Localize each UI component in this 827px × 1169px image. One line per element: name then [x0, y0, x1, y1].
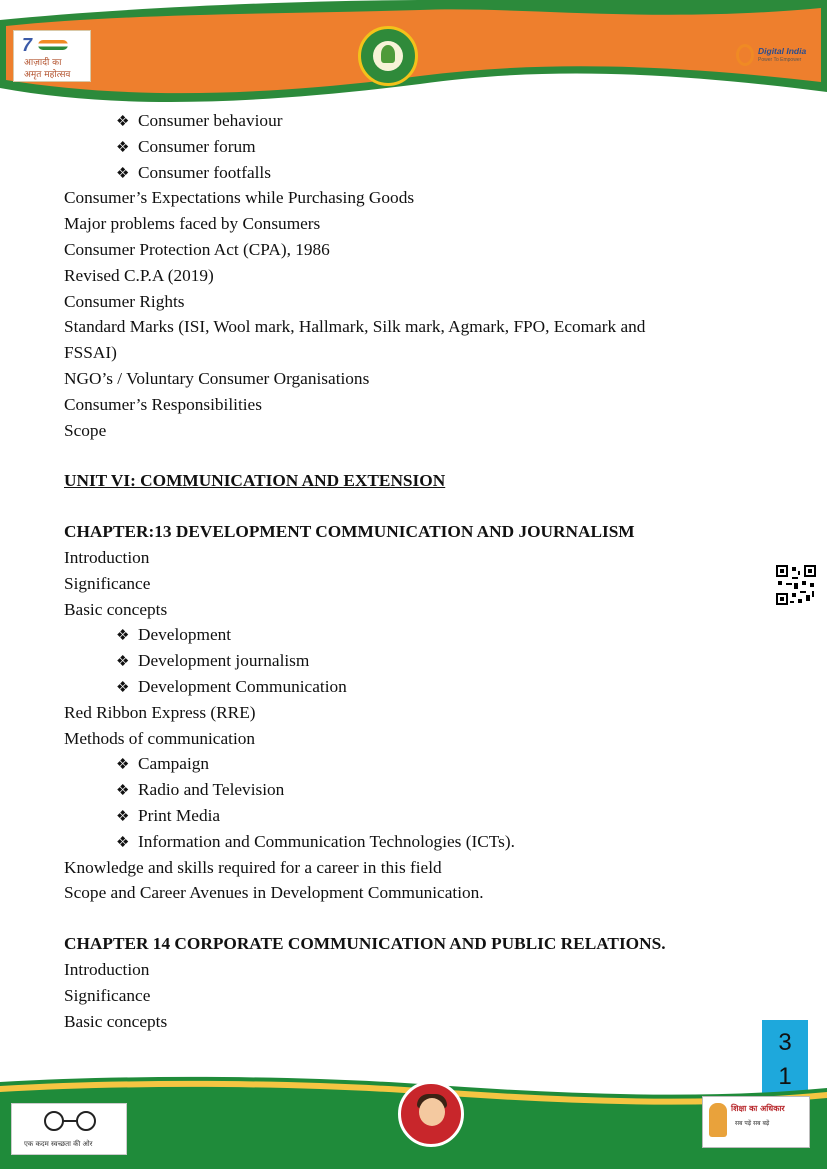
item-text: Consumer’s Expectations while Purchasing Goods — [64, 188, 415, 208]
azadi-ka-amrit-mahotsav-logo: 7 आज़ादी का अमृत महोत्सव — [13, 30, 91, 82]
topic-line — [64, 957, 764, 983]
item-text: Major problems faced by Consumers — [64, 214, 321, 234]
topic-line — [64, 418, 764, 444]
item-text: Consumer forum — [138, 136, 256, 156]
item-text: Consumer Protection Act (CPA), 1986 — [64, 239, 330, 259]
page-number-digit-1: 3 — [778, 1029, 792, 1056]
chapter-14-heading: CHAPTER 14 CORPORATE COMMUNICATION AND PUBLIC RELATIONS. — [64, 934, 666, 954]
item-text: Consumer footfalls — [138, 162, 271, 182]
topic-line — [64, 340, 764, 366]
diamond-bullet-icon: ❖ — [116, 808, 130, 825]
unit-heading: UNIT VI: COMMUNICATION AND EXTENSION — [64, 471, 446, 491]
item-text: Standard Marks (ISI, Wool mark, Hallmark, Silk mark, Agmark, FPO, Ecomark and — [64, 317, 646, 337]
glasses-icon — [38, 1110, 102, 1132]
topic-line — [64, 366, 764, 392]
item-text: Development — [138, 625, 232, 645]
item-text: Consumer Rights — [64, 291, 185, 311]
syllabus-content — [64, 108, 764, 1034]
topic-line — [64, 880, 764, 906]
bullet-item — [64, 108, 764, 134]
topic-line — [64, 392, 764, 418]
topic-line — [64, 983, 764, 1009]
item-text: Significance — [64, 573, 151, 593]
diamond-bullet-icon: ❖ — [116, 783, 130, 800]
swachh-tagline: एक कदम स्वच्छता की ओर — [24, 1140, 93, 1148]
shiksha-title: शिक्षा का अधिकार — [731, 1104, 785, 1113]
bullet-item — [64, 803, 764, 829]
topic-line — [64, 700, 764, 726]
item-text: Revised C.P.A (2019) — [64, 265, 214, 285]
topic-line — [64, 289, 764, 315]
item-text: Knowledge and skills required for a career in this field — [64, 857, 442, 877]
item-text: Red Ribbon Express (RRE) — [64, 702, 256, 722]
bullet-item — [64, 134, 764, 160]
chapter-13-heading: CHAPTER:13 DEVELOPMENT COMMUNICATION AND JOURNALISM — [64, 522, 635, 542]
qr-code — [776, 565, 816, 605]
bullet-item — [64, 777, 764, 803]
diamond-bullet-icon: ❖ — [116, 654, 130, 671]
item-text: Information and Communication Technologies (ICTs). — [138, 831, 515, 851]
scert-emblem-logo — [358, 26, 418, 86]
topic-line — [64, 571, 764, 597]
logo-left-line1: आज़ादी का — [24, 58, 62, 68]
bullet-item — [64, 829, 764, 855]
item-text: Consumer’s Responsibilities — [64, 394, 262, 414]
beti-bachao-beti-padhao-logo — [398, 1081, 464, 1147]
diamond-bullet-icon: ❖ — [116, 757, 130, 774]
section-gap — [64, 494, 764, 519]
bullet-item — [64, 622, 764, 648]
diamond-bullet-icon: ❖ — [116, 139, 130, 156]
section-gap — [64, 906, 764, 931]
digital-india-tagline: Power To Empower — [758, 57, 802, 63]
item-text: Introduction — [64, 547, 150, 567]
topic-line — [64, 185, 764, 211]
topic-line — [64, 211, 764, 237]
section-gap — [64, 443, 764, 468]
item-text: Scope — [64, 420, 107, 440]
item-text: Campaign — [138, 754, 210, 774]
item-text: Radio and Television — [138, 780, 285, 800]
logo-left-line2: अमृत महोत्सव — [24, 70, 71, 80]
topic-line — [64, 263, 764, 289]
page-number-digit-2: 1 — [778, 1063, 792, 1090]
bullet-item — [64, 648, 764, 674]
diamond-bullet-icon: ❖ — [116, 628, 130, 645]
item-text: Development journalism — [138, 651, 310, 671]
item-text: Basic concepts — [64, 599, 168, 619]
item-text: Methods of communication — [64, 728, 256, 748]
shiksha-ka-adhikar-logo — [702, 1096, 810, 1148]
topic-line — [64, 314, 764, 340]
topic-line — [64, 1009, 764, 1035]
shiksha-tagline: सब पढ़ें सब बढ़ें — [735, 1120, 770, 1127]
diamond-bullet-icon: ❖ — [116, 679, 130, 696]
diamond-bullet-icon: ❖ — [116, 165, 130, 182]
bullet-item — [64, 751, 764, 777]
topic-line — [64, 855, 764, 881]
topic-line — [64, 726, 764, 752]
diamond-bullet-icon: ❖ — [116, 114, 130, 130]
digital-india-title: Digital India — [758, 46, 807, 56]
bullet-item — [64, 674, 764, 700]
topic-line — [64, 545, 764, 571]
item-text: Development Communication — [138, 676, 347, 696]
topic-line — [64, 597, 764, 623]
diamond-bullet-icon: ❖ — [116, 834, 130, 851]
bullet-item — [64, 160, 764, 186]
item-text: Scope and Career Avenues in Development Communication. — [64, 883, 484, 903]
item-text: Basic concepts — [64, 1011, 168, 1031]
digital-india-logo — [736, 42, 808, 70]
item-text: NGO’s / Voluntary Consumer Organisations — [64, 368, 370, 388]
item-text: Introduction — [64, 959, 150, 979]
item-text: Print Media — [138, 805, 221, 825]
item-text: Consumer behaviour — [138, 111, 283, 130]
swachh-bharat-logo — [11, 1103, 127, 1155]
item-text: Significance — [64, 985, 151, 1005]
topic-line — [64, 237, 764, 263]
item-text: FSSAI) — [64, 343, 117, 363]
